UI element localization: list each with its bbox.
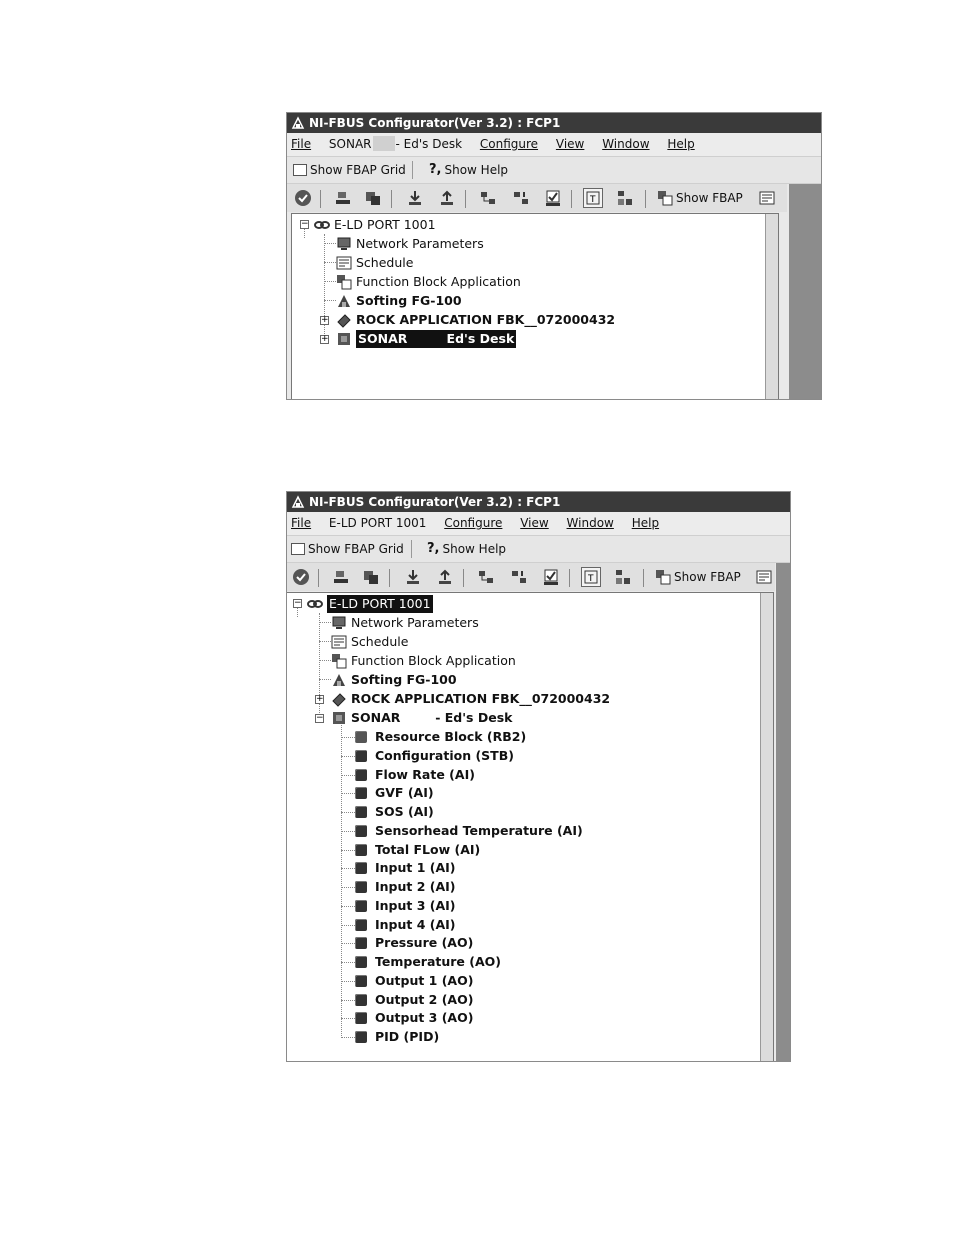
tree-softing[interactable] [336,292,462,310]
menu-context-prefix: SONAR [328,137,372,151]
collapse-icon[interactable]: − [316,713,324,723]
help-question-icon: ?, [429,162,442,177]
menu-view[interactable]: View [555,137,585,151]
tree-schedule[interactable] [331,633,408,651]
tree-label: Schedule [351,634,409,649]
separator [465,190,466,208]
tree-root-label: E-LD PORT 1001 [334,217,436,232]
upload-icon[interactable] [437,188,457,208]
tree-softing[interactable] [331,671,457,689]
tree-label: Schedule [356,255,414,270]
menu-context-suffix: - Ed's Desk [395,137,463,151]
fbap-icon [336,274,352,290]
checklist-icon[interactable] [543,188,563,208]
menu-configure[interactable]: Configure [479,137,539,151]
device-tree [291,213,779,400]
device-tag-icon [331,691,347,707]
tree-function-block[interactable] [355,991,473,1009]
grid-icon [291,543,305,555]
tree-label: Output 3 (AO) [375,1010,474,1026]
tree-guide [297,607,298,617]
svg-text:T: T [588,574,594,584]
tree-function-block[interactable] [355,1009,473,1027]
tree-label: Function Block Application [351,653,516,668]
tree-label: Flow Rate (AI) [375,766,475,782]
app-icon [291,495,305,509]
configurator-window-2 [286,491,791,1062]
show-fbap-grid-button[interactable] [291,536,404,562]
link-chain-icon [307,596,323,612]
download-icon[interactable] [403,567,423,587]
hierarchy-icon[interactable] [613,567,633,587]
schedule-toolbar-icon[interactable] [757,188,777,208]
function-block-icon [355,862,367,874]
tree-function-block[interactable] [355,934,473,952]
vertical-scrollbar[interactable] [760,593,773,1062]
tree-label-selected: SONAR Ed's Desk [358,331,515,346]
tree-guide [341,906,355,907]
fbap-icon [655,569,671,585]
grid-icon [293,164,307,176]
tree-guide [319,679,331,680]
menu-help[interactable]: Help [667,137,695,151]
tree-label: PID (PID) [375,1029,440,1044]
tree-guide [324,243,336,244]
side-panel [776,563,790,1061]
separator [412,161,413,179]
tree-function-block[interactable] [355,747,514,765]
tree-guide [324,281,336,282]
tree-network-parameters[interactable] [331,614,479,632]
schedule-icon [331,634,347,650]
tree-label: SOS (AI) [375,804,434,819]
show-help-label: Show Help [444,163,509,177]
show-fbap-label: Show FBAP [674,570,741,584]
tree-function-block-application[interactable] [336,273,521,291]
tree-label: Network Parameters [356,236,484,251]
tag-view-icon[interactable] [581,567,601,587]
tree-label: ROCK APPLICATION FBK__072000432 [356,312,616,327]
tree-root[interactable] [314,216,436,234]
show-help-label: Show Help [442,542,507,556]
devices-icon[interactable] [363,188,383,208]
function-block-icon [355,806,367,818]
tree-guide [341,1037,355,1038]
function-block-icon [355,844,367,856]
tree-label: SONAR - Ed's Desk [351,710,513,725]
monitor-icon [336,236,352,252]
title-bar [287,113,821,133]
tree-function-block[interactable] [355,784,434,802]
function-block-icon [355,937,367,949]
tree-guide [341,737,355,738]
fbap-icon [331,653,347,669]
hierarchy-icon[interactable] [615,188,635,208]
show-help-button[interactable] [427,536,506,562]
menu-context-device[interactable] [329,137,462,151]
tree-sonar-device[interactable] [336,330,516,348]
tree-function-block[interactable] [355,803,434,821]
tree-label: Input 1 (AI) [375,860,456,876]
tree-label: GVF (AI) [375,785,434,801]
function-block-icon [355,975,367,987]
tree-guide [304,228,305,238]
menu-configure[interactable]: Configure [444,516,503,530]
fbap-icon [657,190,673,206]
tree-guide [341,775,355,776]
menu-view[interactable]: View [520,516,549,530]
tree-function-block[interactable] [355,859,456,877]
function-block-icon [355,1031,367,1043]
menu-window[interactable]: Window [566,516,614,530]
function-block-icon [355,769,367,781]
tree-function-block-application[interactable] [331,652,516,670]
tree-label: Output 1 (AO) [375,972,474,988]
show-fbap-grid-label: Show FBAP Grid [308,542,404,556]
tree-label: ROCK APPLICATION FBK__072000432 [351,691,611,706]
tree-guide [341,831,355,832]
window-title: NI-FBUS Configurator(Ver 3.2) : FCP1 [309,495,561,509]
separator [645,190,646,208]
collapse-icon[interactable]: − [294,598,302,608]
gateway-icon [331,672,347,688]
show-fbap-grid-button[interactable] [293,157,406,183]
expand-icon[interactable]: + [321,315,329,325]
unlink-icon[interactable] [511,188,531,208]
tree-guide [341,1000,355,1001]
tree-function-block[interactable] [355,897,456,915]
link-icon[interactable] [478,188,498,208]
function-block-icon [355,881,367,893]
tree-function-block[interactable] [355,972,473,990]
check-icon[interactable] [291,567,311,587]
tree-guide [341,793,355,794]
separator [411,540,412,558]
menu-bar [287,512,790,536]
vertical-scrollbar[interactable] [765,214,778,400]
configurator-window-1 [286,112,822,400]
main-toolbar [287,184,787,212]
device-tree [287,592,774,1062]
expand-icon[interactable]: + [321,334,329,344]
tree-label: Output 2 (AO) [375,991,474,1007]
redacted-block [373,136,395,151]
tree-label: Network Parameters [351,615,479,630]
tree-sonar-device[interactable] [331,709,512,727]
tree-guide [341,943,355,944]
tree-function-block[interactable] [355,878,456,896]
function-block-icon [355,956,367,968]
device-tag-icon [336,312,352,328]
menu-context-port[interactable]: E-LD PORT 1001 [328,516,427,530]
show-fbap-button[interactable] [657,188,743,208]
function-block-icon [355,750,367,762]
side-panel [789,184,821,399]
function-block-icon [355,787,367,799]
gateway-icon [336,293,352,309]
collapse-icon[interactable]: − [301,219,309,229]
tree-label: Softing FG-100 [351,672,457,687]
tree-network-parameters[interactable] [336,235,484,253]
separator [391,190,392,208]
check-icon[interactable] [293,188,313,208]
schedule-toolbar-icon[interactable] [754,567,774,587]
download-icon[interactable] [405,188,425,208]
main-toolbar [287,563,775,591]
separator [463,569,464,587]
tree-guide [341,962,355,963]
device-icon[interactable] [331,567,351,587]
tree-guide [341,868,355,869]
checklist-icon[interactable] [541,567,561,587]
tree-function-block[interactable] [355,728,526,746]
device-icon[interactable] [333,188,353,208]
tree-guide [319,641,331,642]
tree-root[interactable] [307,595,433,613]
devices-icon[interactable] [361,567,381,587]
tree-label: Sensorhead Temperature (AI) [375,822,583,838]
svg-text:T: T [590,195,596,205]
tree-guide [319,660,331,661]
tree-guide [341,756,355,757]
tree-guide [341,925,355,926]
tree-label: Softing FG-100 [356,293,462,308]
tree-label: Pressure (AO) [375,935,474,951]
tag-view-icon[interactable] [583,188,603,208]
function-block-icon [355,1012,367,1024]
tree-function-block[interactable] [355,916,456,934]
show-fbap-button[interactable] [655,567,741,587]
link-chain-icon [314,217,330,233]
tree-guide [341,812,355,813]
schedule-icon [336,255,352,271]
upload-icon[interactable] [435,567,455,587]
tree-function-block[interactable] [355,841,480,859]
tree-guide [341,723,342,1036]
monitor-icon [331,615,347,631]
tree-label: Input 4 (AI) [375,916,456,932]
separator [569,569,570,587]
tree-guide [341,981,355,982]
tree-function-block[interactable] [355,766,475,784]
menu-bar [287,133,821,157]
tree-guide [341,887,355,888]
tree-function-block[interactable] [355,953,501,971]
menu-help[interactable]: Help [631,516,660,530]
app-icon [291,116,305,130]
tree-guide [319,622,331,623]
menu-file[interactable]: File [291,516,312,530]
device-icon [331,710,347,726]
tree-label: Temperature (AO) [375,954,501,969]
tree-label: Resource Block (RB2) [375,729,527,744]
tree-rock-application[interactable] [336,311,615,329]
function-block-icon [355,825,367,837]
tree-guide [324,262,336,263]
separator [643,569,644,587]
tree-root-label-selected: E-LD PORT 1001 [329,596,431,611]
expand-icon[interactable]: + [316,694,324,704]
link-icon[interactable] [476,567,496,587]
title-bar [287,492,790,512]
tree-label: Input 2 (AI) [375,879,456,894]
separator [389,569,390,587]
tree-guide [324,300,336,301]
separator [320,190,321,208]
tree-label: Configuration (STB) [375,747,514,763]
menu-file[interactable]: File [291,137,312,151]
tree-schedule[interactable] [336,254,413,272]
show-help-button[interactable] [429,157,508,183]
tree-guide [341,850,355,851]
separator [571,190,572,208]
help-question-icon: ?, [427,541,440,556]
tree-label: Total FLow (AI) [375,841,481,857]
secondary-toolbar [287,536,790,563]
menu-window[interactable]: Window [602,137,650,151]
function-block-icon [355,919,367,931]
tree-label: Function Block Application [356,274,521,289]
function-block-icon [355,900,367,912]
device-icon [336,331,352,347]
unlink-icon[interactable] [509,567,529,587]
tree-rock-application[interactable] [331,690,610,708]
tree-guide [341,1018,355,1019]
separator [318,569,319,587]
secondary-toolbar [287,157,821,184]
show-fbap-label: Show FBAP [676,191,743,205]
show-fbap-grid-label: Show FBAP Grid [310,163,406,177]
tree-label: Input 3 (AI) [375,897,456,913]
tree-function-block[interactable] [355,1028,439,1046]
window-title: NI-FBUS Configurator(Ver 3.2) : FCP1 [309,116,561,130]
function-block-icon [355,994,367,1006]
function-block-icon [355,731,367,743]
tree-function-block[interactable] [355,822,583,840]
